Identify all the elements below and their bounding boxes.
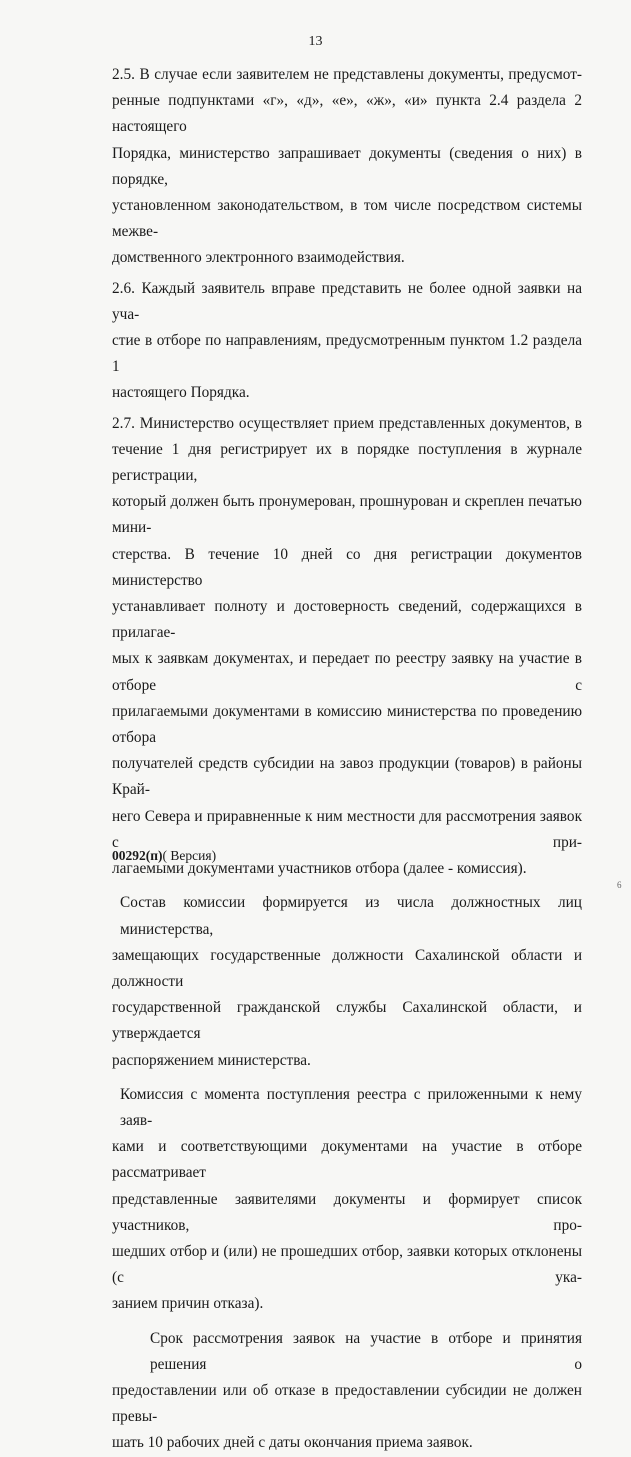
text-line: шать 10 рабочих дней с даты окончания приема заявок. [112, 1434, 473, 1452]
page-number: 13 [308, 34, 323, 49]
text-line: который должен быть пронумерован, прошнурован и скреплен печатью мини- [112, 493, 582, 537]
text-line: лагаемыми документами участников отбора (далее - комиссия). [112, 860, 527, 878]
text-line: мых к заявкам документах, и передает по реестру заявку на участие в отборе с [112, 650, 582, 694]
text-line: предоставлении или об отказе в предоставлении субсидии не должен превы- [112, 1381, 582, 1426]
text-line: стерства. В течение 10 дней со дня регистрации документов министерство [112, 545, 582, 589]
text-line: распоряжением министерства. [112, 1051, 311, 1069]
text-line: получателей средств субсидии на завоз продукции (товаров) в районы Край- [112, 755, 582, 799]
paragraph [112, 411, 582, 883]
text-line: домственного электронного взаимодействия. [112, 249, 405, 267]
corner-mark: 6 [617, 880, 622, 890]
paragraph [112, 890, 582, 1073]
text-line: установленном законодательством, в том числе посредством системы межве- [112, 197, 582, 241]
document-body [112, 62, 582, 1457]
text-line: Порядка, министерство запрашивает документы (сведения о них) в порядке, [112, 144, 582, 188]
text-line: ками и соответствующими документами на участие в отборе рассматривает [112, 1138, 582, 1182]
document-version: ( Версия) [162, 848, 217, 863]
text-line: занием причин отказа). [112, 1295, 264, 1313]
text-line: 2.6. Каждый заявитель вправе представить не более одной заявки на уча- [112, 279, 582, 323]
paragraph [112, 62, 582, 272]
text-line: государственной гражданской службы Сахалинской области, и утверждается [112, 999, 582, 1043]
text-line: замещающих государственные должности Сахалинской области и должности [112, 946, 582, 990]
text-line: устанавливает полноту и достоверность сведений, содержащихся в прилагае- [112, 598, 582, 642]
text-line: Срок рассмотрения заявок на участие в отборе и принятия решения о [150, 1329, 582, 1373]
text-line: ренные подпунктами «г», «д», «е», «ж», «и» пункта 2.4 раздела 2 настоящего [112, 92, 582, 136]
paragraph [112, 1082, 582, 1318]
paragraph [112, 1326, 582, 1457]
paragraph [112, 276, 582, 407]
text-line: 2.7. Министерство осуществляет прием представленных документов, в [112, 414, 582, 432]
text-line: настоящего Порядка. [112, 384, 250, 402]
text-line: него Севера и приравненные к ним местности для рассмотрения заявок с при- [112, 807, 582, 851]
text-line: шедших отбор и (или) не прошедших отбор, заявки которых отклонены (с ука- [112, 1242, 582, 1287]
document-footer [112, 848, 216, 864]
text-line: Комиссия с момента поступления реестра с приложенными к нему заяв- [120, 1085, 582, 1129]
text-line: 2.5. В случае если заявителем не представлены документы, предусмот- [112, 66, 582, 83]
text-line: Состав комиссии формируется из числа должностных лиц министерства, [120, 894, 582, 938]
document-code: 00292(п) [112, 848, 163, 863]
text-line: стие в отборе по направлениям, предусмотренным пунктом 1.2 раздела 1 [112, 332, 582, 376]
text-line: течение 1 дня регистрирует их в порядке поступления в журнале регистрации, [112, 440, 582, 485]
text-line: прилагаемыми документами в комиссию министерства по проведению отбора [112, 702, 582, 747]
text-line: представленные заявителями документы и формирует список участников, про- [112, 1190, 582, 1234]
